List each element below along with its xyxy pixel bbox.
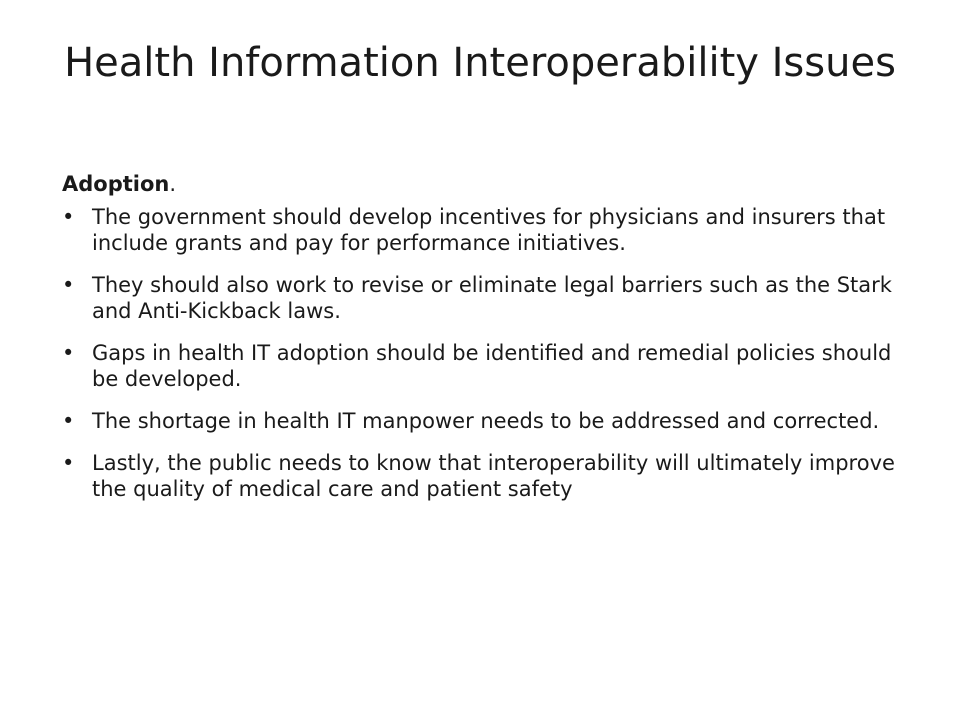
slide-body: [62, 170, 908, 518]
bullet-item-incentives: [62, 204, 908, 256]
bullet-icon: •: [62, 205, 75, 229]
bullet-icon: •: [62, 273, 75, 297]
section-heading: [62, 170, 908, 198]
bullet-icon: •: [62, 341, 75, 365]
bullet-item-legal-barriers: [62, 272, 908, 324]
bullet-item-public-awareness: [62, 450, 908, 502]
bullet-icon: •: [62, 409, 75, 433]
bullet-text: Gaps in health IT adoption should be identified and remedial policies should be developed.: [92, 341, 892, 391]
bullet-text: The government should develop incentives for physicians and insurers that include grants and pay for performance initiatives.: [92, 205, 886, 255]
section-heading-text: Adoption: [62, 172, 170, 196]
bullet-list: [62, 204, 908, 502]
bullet-text: They should also work to revise or eliminate legal barriers such as the Stark and Anti-Kickback laws.: [92, 273, 892, 323]
bullet-item-manpower: [62, 408, 908, 434]
slide-title: Health Information Interoperability Issues: [64, 40, 896, 86]
bullet-text: Lastly, the public needs to know that interoperability will ultimately improve the quality of medical care and patient safety: [92, 451, 895, 501]
bullet-item-adoption-gaps: [62, 340, 908, 392]
bullet-icon: •: [62, 451, 75, 475]
section-heading-punct: .: [169, 172, 177, 196]
bullet-text: The shortage in health IT manpower needs to be addressed and corrected.: [92, 409, 880, 433]
